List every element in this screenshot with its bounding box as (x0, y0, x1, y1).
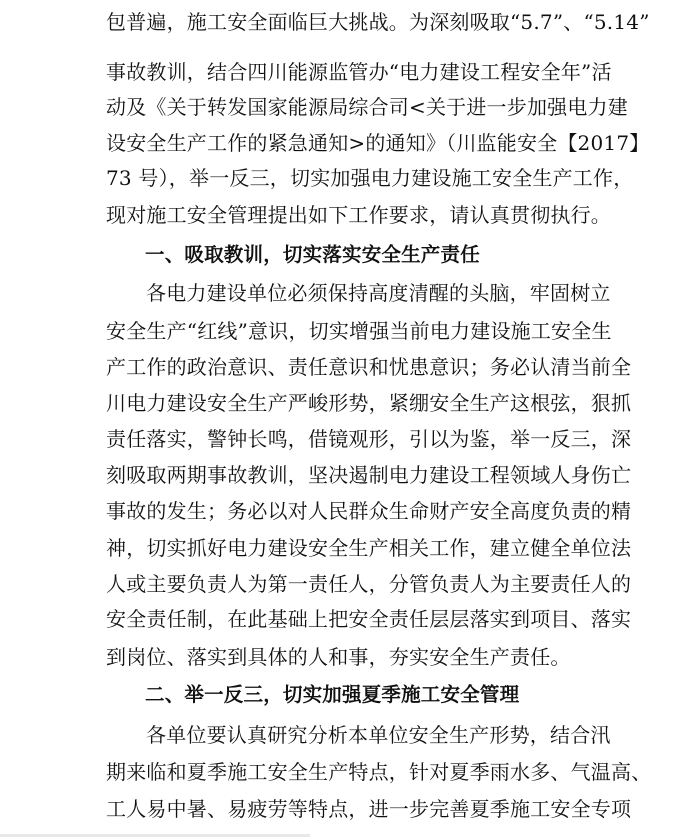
paragraph-line: 产工作的政治意识、责任意识和忧患意识；务必认清当前全 (106, 355, 632, 379)
paragraph-line: 工人易中暑、易疲劳等特点，进一步完善夏季施工安全专项 (106, 797, 632, 821)
paragraph-line: 事故教训，结合四川能源监管办“电力建设工程安全年”活 (106, 60, 612, 84)
paragraph-line: 神，切实抓好电力建设安全生产相关工作，建立健全单位法 (106, 536, 632, 560)
paragraph-line: 人或主要负责人为第一责任人，分管负责人为主要责任人的 (106, 572, 632, 596)
paragraph-line: 川电力建设安全生产严峻形势，紧绷安全生产这根弦，狠抓 (106, 391, 632, 415)
section-heading-2: 二、举一反三，切实加强夏季施工安全管理 (145, 683, 520, 706)
paragraph-line: 安全责任制，在此基础上把安全责任层层落实到项目、落实 (106, 607, 632, 631)
paragraph-line: 期来临和夏季施工安全生产特点，针对夏季雨水多、气温高、 (106, 760, 652, 784)
bottom-rule (0, 834, 310, 837)
paragraph-line: 事故的发生；务必以对人民群众生命财产安全高度负责的精 (106, 499, 632, 523)
paragraph-line: 到岗位、落实到具体的人和事，夯实安全生产责任。 (106, 645, 571, 669)
section-heading-1: 一、吸取教训，切实落实安全生产责任 (145, 243, 480, 266)
paragraph-line: 责任落实，警钟长鸣，借镜观形，引以为鉴，举一反三，深 (106, 427, 632, 451)
paragraph-line: 刻吸取两期事故教训，坚决遏制电力建设工程领域人身伤亡 (106, 463, 632, 487)
paragraph-line: 73 号），举一反三，切实加强电力建设施工安全生产工作， (106, 166, 634, 190)
paragraph-line: 各电力建设单位必须保持高度清醒的头脑，牢固树立 (146, 281, 611, 305)
paragraph-line: 各单位要认真研究分析本单位安全生产形势，结合汛 (146, 723, 611, 747)
paragraph-line: 包普遍，施工安全面临巨大挑战。为深刻吸取“5.7”、“5.14” (106, 10, 650, 34)
paragraph-line: 动及《关于转发国家能源局综合司<关于进一步加强电力建 (106, 95, 628, 119)
paragraph-line: 现对施工安全管理提出如下工作要求，请认真贯彻执行。 (106, 203, 611, 227)
paragraph-line: 安全生产“红线”意识，切实增强当前电力建设施工安全生 (106, 319, 612, 343)
paragraph-line: 设安全生产工作的紧急通知>的通知》（川监能安全【2017】 (106, 131, 650, 155)
